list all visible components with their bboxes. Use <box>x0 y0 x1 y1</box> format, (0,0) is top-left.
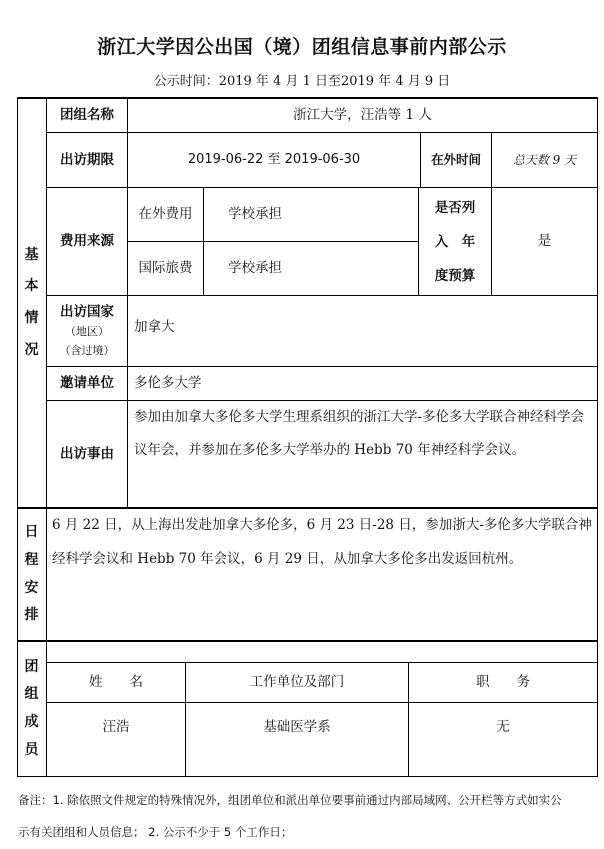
section-label-members: 团 组 成 员 <box>24 658 39 758</box>
schedule-text: 6 月 22 日，从上海出发赴加拿大多伦多，6 月 23 日-28 日，参加浙大-多伦多大学联合神经科学会议和 Hebb 70 年会议，6 月 29 日，从加拿大多伦多出发返回杭州。 <box>52 517 592 567</box>
section-label-basic: 基 本 情 况 <box>24 246 39 358</box>
page-title: 浙江大学因公出国（境）团组信息事前内部公示 <box>97 36 507 58</box>
member-unit: 基础医学系 <box>263 718 331 735</box>
time-abroad-value: 总天数 9 天 <box>512 152 577 167</box>
intl-travel-value: 学校承担 <box>228 260 282 277</box>
purpose-value: 参加由加拿大多伦多大学生理系组织的浙江大学-多伦多大学联合神经科学会议年会，并参加在多伦多大学举办的 Hebb 70 年神经科学会议。 <box>134 409 585 458</box>
period-value: 2019-06-22 至 2019-06-30 <box>187 151 361 167</box>
inviter-value: 多伦多大学 <box>134 375 202 392</box>
country-value: 加拿大 <box>134 318 175 335</box>
country-label: 出访国家 （地区） （含过境） <box>59 303 115 357</box>
members-header-unit: 工作单位及部门 <box>249 674 345 691</box>
time-abroad-label: 在外时间 <box>430 152 481 168</box>
inviter-label: 邀请单位 <box>60 375 114 392</box>
member-title: 无 <box>496 718 510 735</box>
members-header-title: 职 务 <box>476 674 530 691</box>
purpose-label: 出访事由 <box>60 445 114 462</box>
members-header-name: 姓 名 <box>89 674 143 691</box>
member-name: 汪浩 <box>102 718 130 735</box>
publicity-period: 公示时间：2019 年 4 月 1 日至2019 年 4 月 9 日 <box>153 74 451 89</box>
section-label-schedule: 日 程 安 排 <box>24 524 39 624</box>
note-line-1: 备注：1. 除依照文件规定的特殊情况外，组团单位和派出单位要事前通过内部局域网、公开栏等方式如实公 <box>18 793 562 807</box>
budget-value: 是 <box>537 233 552 250</box>
period-label: 出访期限 <box>60 151 114 168</box>
intl-travel-label: 国际旅费 <box>138 260 193 277</box>
funding-label: 费用来源 <box>60 233 114 250</box>
budget-label: 是否列 入 年 度预算 <box>434 199 476 284</box>
group-name-label: 团组名称 <box>60 107 114 124</box>
overseas-cost-label: 在外费用 <box>138 206 193 223</box>
overseas-cost-value: 学校承担 <box>228 206 282 223</box>
note-line-2: 示有关团组和人员信息； 2. 公示不少于 5 个工作日； <box>18 825 293 839</box>
group-name-value: 浙江大学，汪浩等 1 人 <box>293 107 432 124</box>
